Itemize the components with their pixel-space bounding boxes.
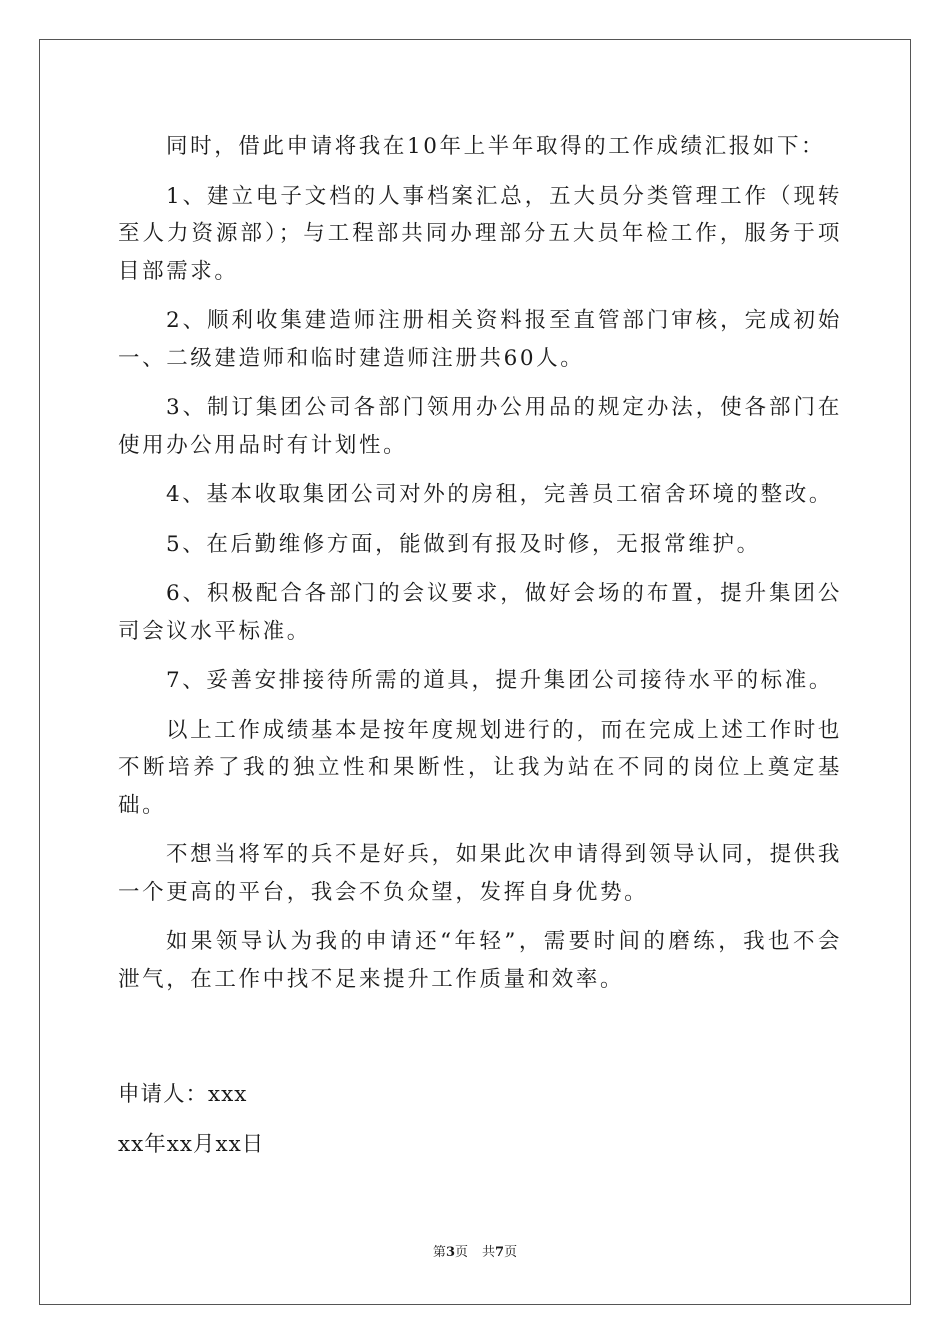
paragraph-motivation: 不想当将军的兵不是好兵，如果此次申请得到领导认同，提供我一个更高的平台，我会不负众望，发挥自身优势。 — [118, 842, 842, 905]
page-number: 3 — [445, 1245, 455, 1260]
total-pages: 7 — [495, 1245, 505, 1260]
paragraph-item-6: 6、积极配合各部门的会议要求，做好会场的布置，提升集团公司会议水平标准。 — [118, 581, 842, 644]
page-suffix: 页 — [454, 1245, 468, 1260]
paragraph-closing: 如果领导认为我的申请还“年轻”，需要时间的磨练，我也不会泄气，在工作中找不足来提升工作质量和效率。 — [118, 929, 842, 992]
paragraph-item-3: 3、制订集团公司各部门领用办公用品的规定办法，使各部门在使用办公用品时有计划性。 — [118, 395, 842, 458]
page-prefix: 第 — [432, 1245, 446, 1260]
total-suffix: 页 — [504, 1245, 518, 1260]
paragraph-item-1: 1、建立电子文档的人事档案汇总，五大员分类管理工作（现转至人力资源部）；与工程部共同办理部分五大员年检工作，服务于项目部需求。 — [118, 183, 842, 284]
paragraph-summary: 以上工作成绩基本是按年度规划进行的，而在完成上述工作时也不断培养了我的独立性和果断性，让我为站在不同的岗位上奠定基础。 — [118, 717, 842, 818]
paragraph-item-7: 7、妥善安排接待所需的道具，提升集团公司接待水平的标准。 — [166, 668, 833, 693]
paragraph-item-5: 5、在后勤维修方面，能做到有报及时修，无报常维护。 — [166, 531, 761, 557]
paragraph-item-2: 2、顺利收集建造师注册相关资料报至直管部门审核，完成初始一、二级建造师和临时建造师注册共60人。 — [118, 308, 842, 371]
total-prefix: 共 — [482, 1245, 496, 1260]
paragraph-intro: 同时，借此申请将我在10年上半年取得的工作成绩汇报如下： — [166, 134, 826, 159]
page-footer — [0, 1244, 950, 1262]
paragraph-item-4: 4、基本收取集团公司对外的房租，完善员工宿舍环境的整改。 — [166, 482, 833, 507]
applicant-signature: 申请人：xxx — [118, 1082, 248, 1107]
signature-date: xx年xx月xx日 — [118, 1132, 265, 1157]
document-body — [118, 128, 842, 1010]
